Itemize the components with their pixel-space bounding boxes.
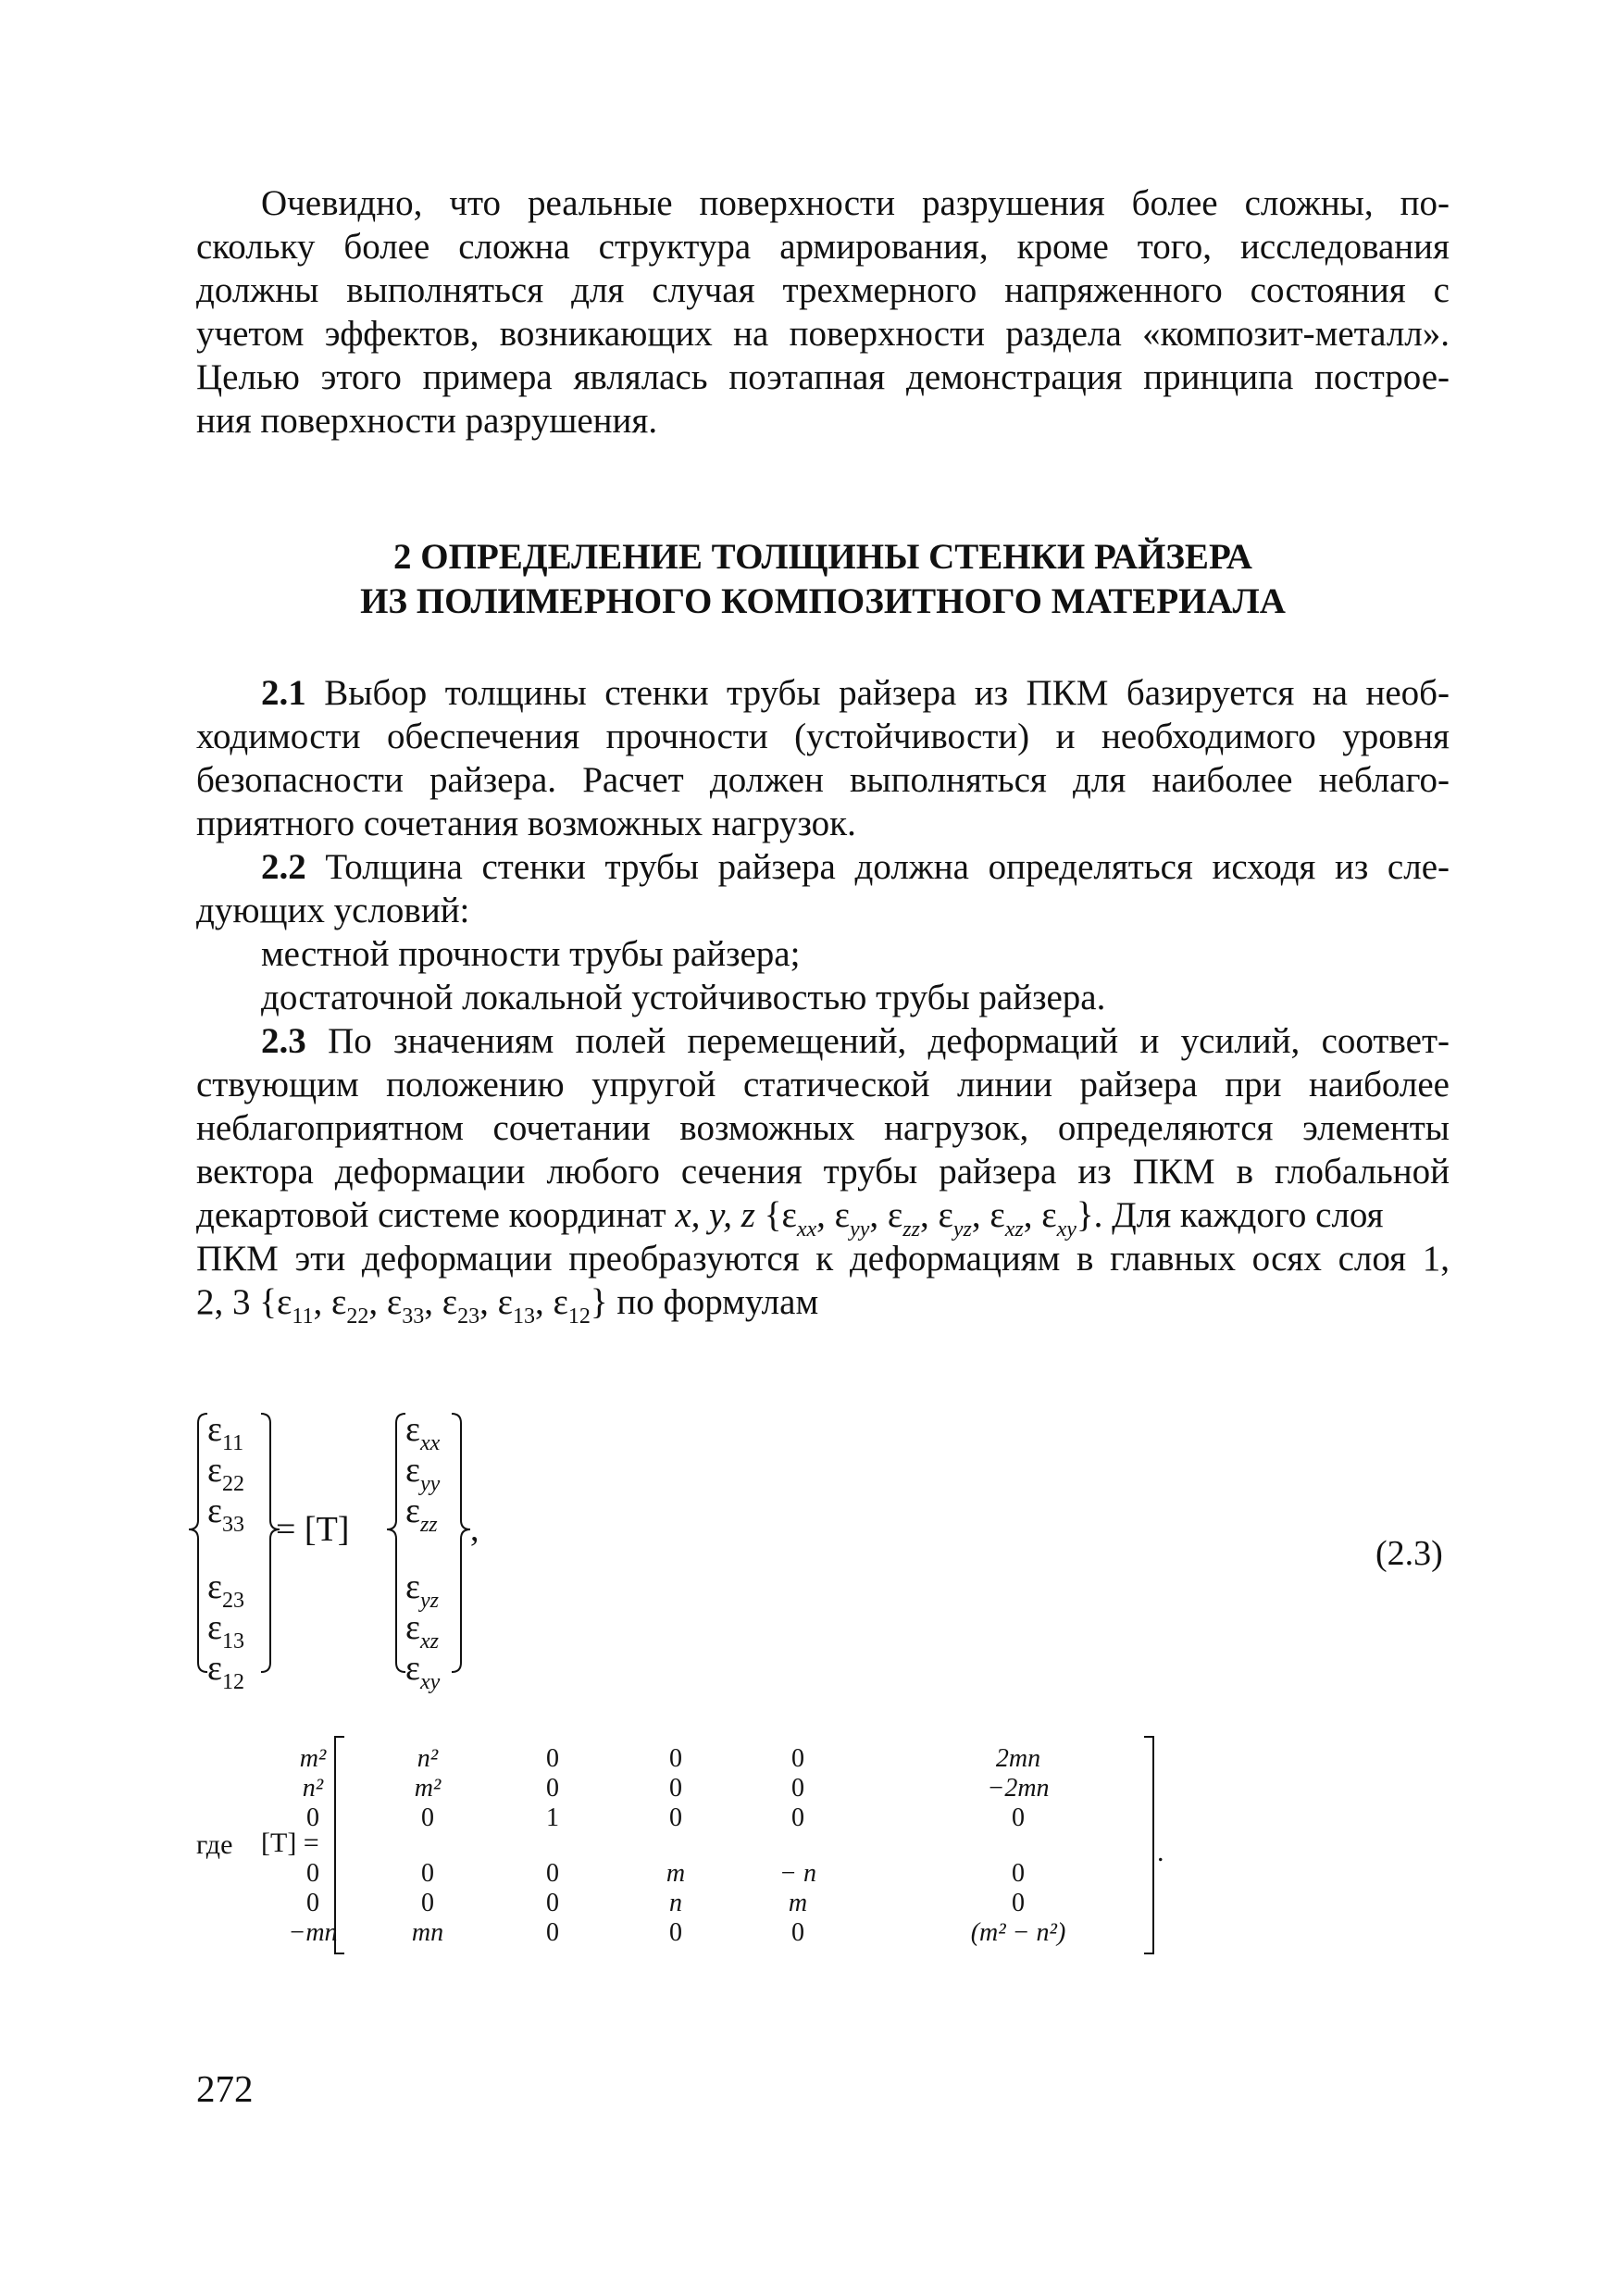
- matrix-cell: 0: [791, 1774, 804, 1803]
- matrix-cell: n²: [417, 1744, 439, 1773]
- equation-trailing-comma: ,: [470, 1510, 479, 1549]
- matrix-cell: 0: [669, 1918, 682, 1947]
- matrix-cell: 0: [306, 1803, 319, 1832]
- vector-entry: $\varepsilon_{xx}$: [405, 1410, 441, 1455]
- text-line: дующих условий:: [196, 891, 470, 930]
- clause-number: 2.2: [261, 847, 306, 887]
- matrix-cell: 0: [421, 1859, 434, 1888]
- text-line: Целью этого примера являлась поэтапная демонстрация принципа построе-: [196, 357, 1450, 397]
- matrix-cell: 0: [421, 1889, 434, 1917]
- matrix-cell: − n: [779, 1859, 816, 1888]
- clause-text: По значениям полей перемещений, деформаций и усилий, соответ-: [305, 1021, 1450, 1061]
- matrix-cell: 0: [306, 1859, 319, 1888]
- matrix-cell: 0: [306, 1889, 319, 1917]
- vector-entry: $\varepsilon_{xz}$: [405, 1608, 439, 1653]
- inline-text: 2, 3: [196, 1282, 260, 1322]
- matrix-cell: 0: [1012, 1859, 1025, 1888]
- matrix-lead-word: где: [196, 1829, 233, 1860]
- text-line: скольку более сложна структура армирования, кроме того, исследования: [196, 227, 1450, 267]
- matrix-label-text: [T] =: [261, 1828, 319, 1858]
- matrix-cell: 0: [1012, 1889, 1025, 1917]
- text-line: должны выполняться для случая трехмерного напряженного состояния с: [196, 270, 1450, 310]
- matrix-cell: 1: [546, 1803, 559, 1832]
- clause-number: 2.3: [261, 1021, 306, 1061]
- inline-text: по формулам: [607, 1282, 819, 1322]
- text-line: ния поверхности разрушения.: [196, 401, 658, 441]
- matrix-cell: 0: [791, 1744, 804, 1773]
- matrix-cell: 0: [546, 1889, 559, 1917]
- matrix-cell: 0: [791, 1918, 804, 1947]
- matrix-cell: −2mn: [987, 1774, 1050, 1803]
- matrix-cell: mn: [411, 1918, 444, 1947]
- inline-text: . Для каждого слоя: [1093, 1195, 1384, 1235]
- matrix-cell: 0: [546, 1744, 559, 1773]
- matrix-cell: (m² − n²): [970, 1918, 1066, 1947]
- matrix-cell: 0: [546, 1859, 559, 1888]
- inline-text: декартовой системе координат: [196, 1195, 676, 1235]
- list-item: местной прочности трубы райзера;: [261, 934, 801, 974]
- vector-entry: $\varepsilon_{yz}$: [405, 1567, 439, 1613]
- coordinate-symbols: x, y, z: [675, 1195, 755, 1235]
- clause-text: Толщина стенки трубы райзера должна определяться исходя из сле-: [305, 847, 1450, 887]
- vector-entry: $\varepsilon_{12}$: [207, 1649, 244, 1694]
- matrix-cell: m: [666, 1859, 686, 1888]
- matrix-cell: 2mn: [995, 1744, 1041, 1773]
- text-line: 2, 3 {$\varepsilon_{11}$, $\varepsilon_{22}$, $\varepsilon_{33}$, $\varepsilon_{23}$, $\varepsilon_{13}$, $\varepsilon_{12}$} по формулам: [196, 1282, 819, 1329]
- vector-entry: $\varepsilon_{xy}$: [405, 1649, 441, 1694]
- vector-entry: $\varepsilon_{11}$: [207, 1410, 244, 1455]
- text-line: ствующим положению упругой статической линии райзера при наиболее: [196, 1065, 1450, 1104]
- matrix-cell: 0: [1012, 1803, 1025, 1832]
- matrix-cell: 0: [791, 1803, 804, 1832]
- matrix-cell: n²: [302, 1774, 324, 1803]
- vector-entry: $\varepsilon_{zz}$: [405, 1491, 438, 1537]
- matrix-cell: 0: [669, 1803, 682, 1832]
- vector-entry: $\varepsilon_{22}$: [207, 1451, 244, 1496]
- text-line: безопасности райзера. Расчет должен выполняться для наиболее неблаго-: [196, 760, 1450, 800]
- equation-operator: = [T]: [276, 1510, 350, 1549]
- clause-number: 2.1: [261, 673, 306, 713]
- inline-text: декартовой системе координат x, y, z {$\varepsilon_{xx}$, $\varepsilon_{yy}$, $\varepsilon_{zz}$, $\varepsilon_{yz}$, $\varepsilon_{xz}$, $\varepsilon_{xy}$}. Для каждого слоя: [196, 1195, 1384, 1242]
- text-line: вектора деформации любого сечения трубы райзера из ПКМ в глобальной: [196, 1152, 1450, 1192]
- vector-entry: $\varepsilon_{13}$: [207, 1608, 244, 1653]
- matrix-cell: 0: [546, 1774, 559, 1803]
- list-item: достаточной локальной устойчивостью трубы райзера.: [261, 978, 1106, 1017]
- text-line: учетом эффектов, возникающих на поверхности раздела «композит-металл».: [196, 314, 1450, 354]
- text-line: ходимости обеспечения прочности (устойчивости) и необходимого уровня: [196, 717, 1450, 756]
- clause-text: Выбор толщины стенки трубы райзера из ПКМ базируется на необ-: [305, 673, 1450, 713]
- vector-entry: $\varepsilon_{yy}$: [405, 1451, 441, 1496]
- matrix-trailing-dot: .: [1157, 1837, 1164, 1867]
- matrix-cell: 0: [669, 1744, 682, 1773]
- matrix-cell: m: [788, 1889, 808, 1917]
- matrix-cell: 0: [421, 1803, 434, 1832]
- matrix-cell: m²: [414, 1774, 442, 1803]
- vector-entry: $\varepsilon_{33}$: [207, 1491, 244, 1537]
- matrix-cell: 0: [669, 1774, 682, 1803]
- matrix-cell: 0: [546, 1918, 559, 1947]
- section-heading-line: ИЗ ПОЛИМЕРНОГО КОМПОЗИТНОГО МАТЕРИАЛА: [360, 581, 1286, 621]
- text-line: ПКМ эти деформации преобразуются к деформациям в главных осях слоя 1,: [196, 1239, 1450, 1279]
- matrix-cell: −mn: [288, 1918, 338, 1947]
- matrix-cell: m²: [299, 1744, 327, 1773]
- page-number: 272: [196, 2067, 254, 2110]
- matrix-cell: n: [669, 1889, 682, 1917]
- equation-number: (2.3): [1375, 1534, 1443, 1573]
- text-line: Очевидно, что реальные поверхности разрушения более сложны, по-: [261, 183, 1450, 223]
- vector-entry: $\varepsilon_{23}$: [207, 1567, 244, 1613]
- text-line: приятного сочетания возможных нагрузок.: [196, 804, 856, 843]
- text-line: неблагоприятном сочетании возможных нагрузок, определяются элементы: [196, 1108, 1450, 1148]
- section-heading-line: 2 ОПРЕДЕЛЕНИЕ ТОЛЩИНЫ СТЕНКИ РАЙЗЕРА: [393, 537, 1252, 577]
